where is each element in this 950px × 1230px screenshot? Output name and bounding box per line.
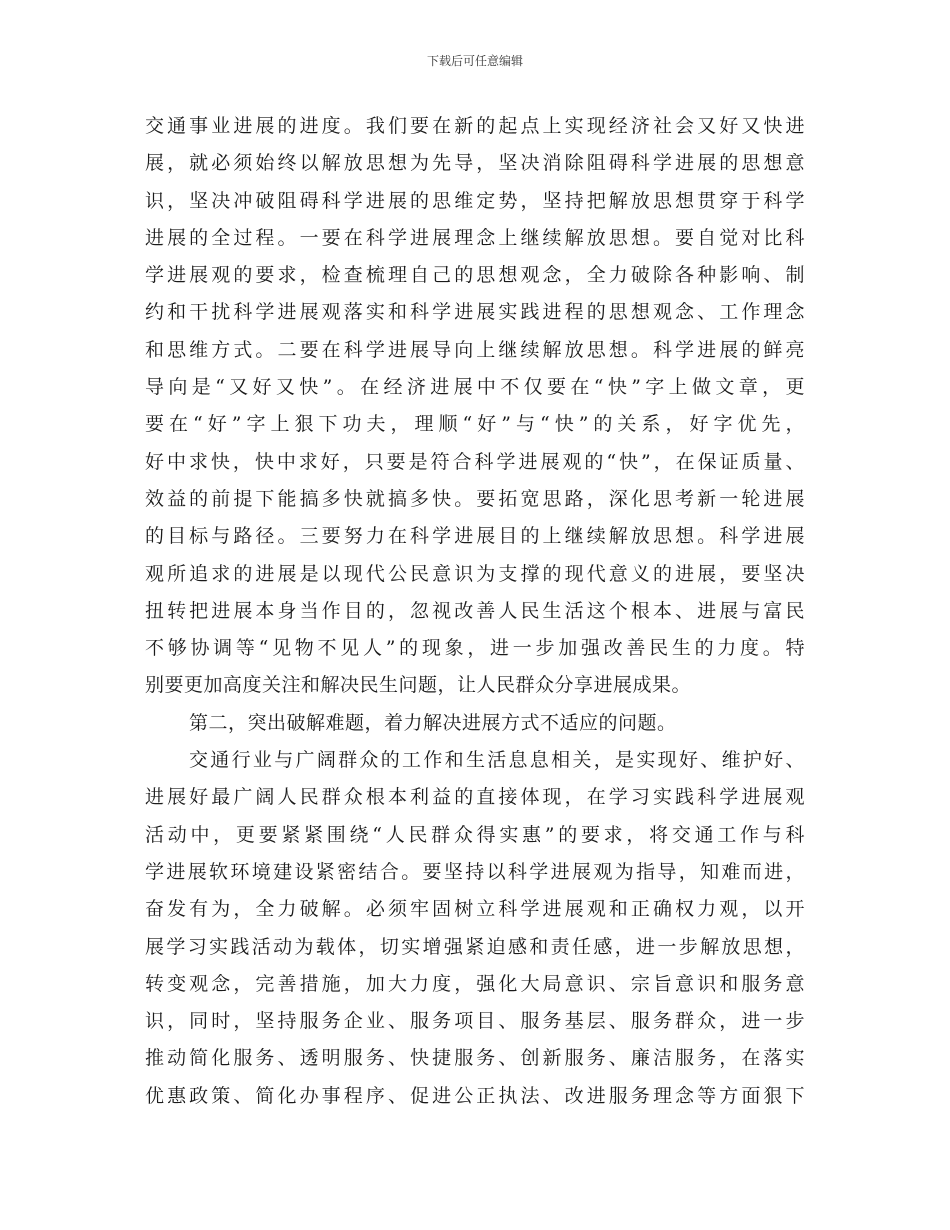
text-line: 展，就必须始终以解放思想为先导，坚决消除阻碍科学进展的思想意	[145, 152, 805, 175]
text-line: 别要更加高度关注和解决民生问题，让人民群众分享进展成果。	[145, 674, 692, 697]
text-line: 奋发有为，全力破解。必须牢固树立科学进展观和正确权力观，以开	[145, 898, 805, 921]
text-line: 活动中，更要紧紧围绕“人民群众得实惠”的要求，将交通工作与科	[145, 823, 805, 846]
text-line: 和思维方式。二要在科学进展导向上继续解放思想。科学进展的鲜亮	[145, 338, 805, 361]
body-text	[145, 108, 805, 1115]
text-line: 优惠政策、简化办事程序、促进公正执法、改进服务理念等方面狠下	[145, 1084, 805, 1107]
text-line: 推动简化服务、透明服务、快捷服务、创新服务、廉洁服务，在落实	[145, 1047, 805, 1070]
text-line: 交通行业与广阔群众的工作和生活息息相关，是实现好、维护好、	[189, 749, 805, 772]
text-line: 识，坚决冲破阻碍科学进展的思维定势，坚持把解放思想贯穿于科学	[145, 189, 805, 212]
text-line: 转变观念，完善措施，加大力度，强化大局意识、宗旨意识和服务意	[145, 972, 805, 995]
text-line: 好中求快，快中求好，只要是符合科学进展观的“快”，在保证质量、	[145, 450, 805, 473]
text-line: 约和干扰科学进展观落实和科学进展实践进程的思想观念、工作理念	[145, 301, 805, 324]
text-line: 第二，突出破解难题，着力解决进展方式不适应的问题。	[189, 711, 677, 734]
text-line: 交通事业进展的进度。我们要在新的起点上实现经济社会又好又快进	[145, 115, 805, 137]
text-line: 要在“好”字上狠下功夫，理顺“好”与“快”的关系，好字优先，	[145, 413, 805, 436]
text-line: 观所追求的进展是以现代公民意识为支撑的现代意义的进展，要坚决	[145, 562, 805, 585]
text-line: 不够协调等“见物不见人”的现象，进一步加强改善民生的力度。特	[145, 637, 805, 660]
text-line: 的目标与路径。三要努力在科学进展目的上继续解放思想。科学进展	[145, 525, 805, 548]
text-line: 学进展观的要求，检查梳理自己的思想观念，全力破除各种影响、制	[145, 264, 805, 287]
text-line: 扭转把进展本身当作目的，忽视改善人民生活这个根本、进展与富民	[145, 599, 805, 622]
text-line: 识，同时，坚持服务企业、服务项目、服务基层、服务群众，进一步	[145, 1010, 805, 1033]
text-line: 学进展软环境建设紧密结合。要坚持以科学进展观为指导，知难而进，	[145, 860, 805, 883]
text-line: 展学习实践活动为载体，切实增强紧迫感和责任感，进一步解放思想，	[145, 935, 805, 958]
text-line: 导向是“又好又快”。在经济进展中不仅要在“快”字上做文章，更	[145, 376, 805, 399]
text-line: 进展好最广阔人民群众根本利益的直接体现，在学习实践科学进展观	[145, 786, 805, 809]
text-line: 效益的前提下能搞多快就搞多快。要拓宽思路，深化思考新一轮进展	[145, 487, 805, 510]
text-line: 进展的全过程。一要在科学进展理念上继续解放思想。要自觉对比科	[145, 226, 805, 249]
page-header: 下载后可任意编辑	[426, 54, 523, 68]
